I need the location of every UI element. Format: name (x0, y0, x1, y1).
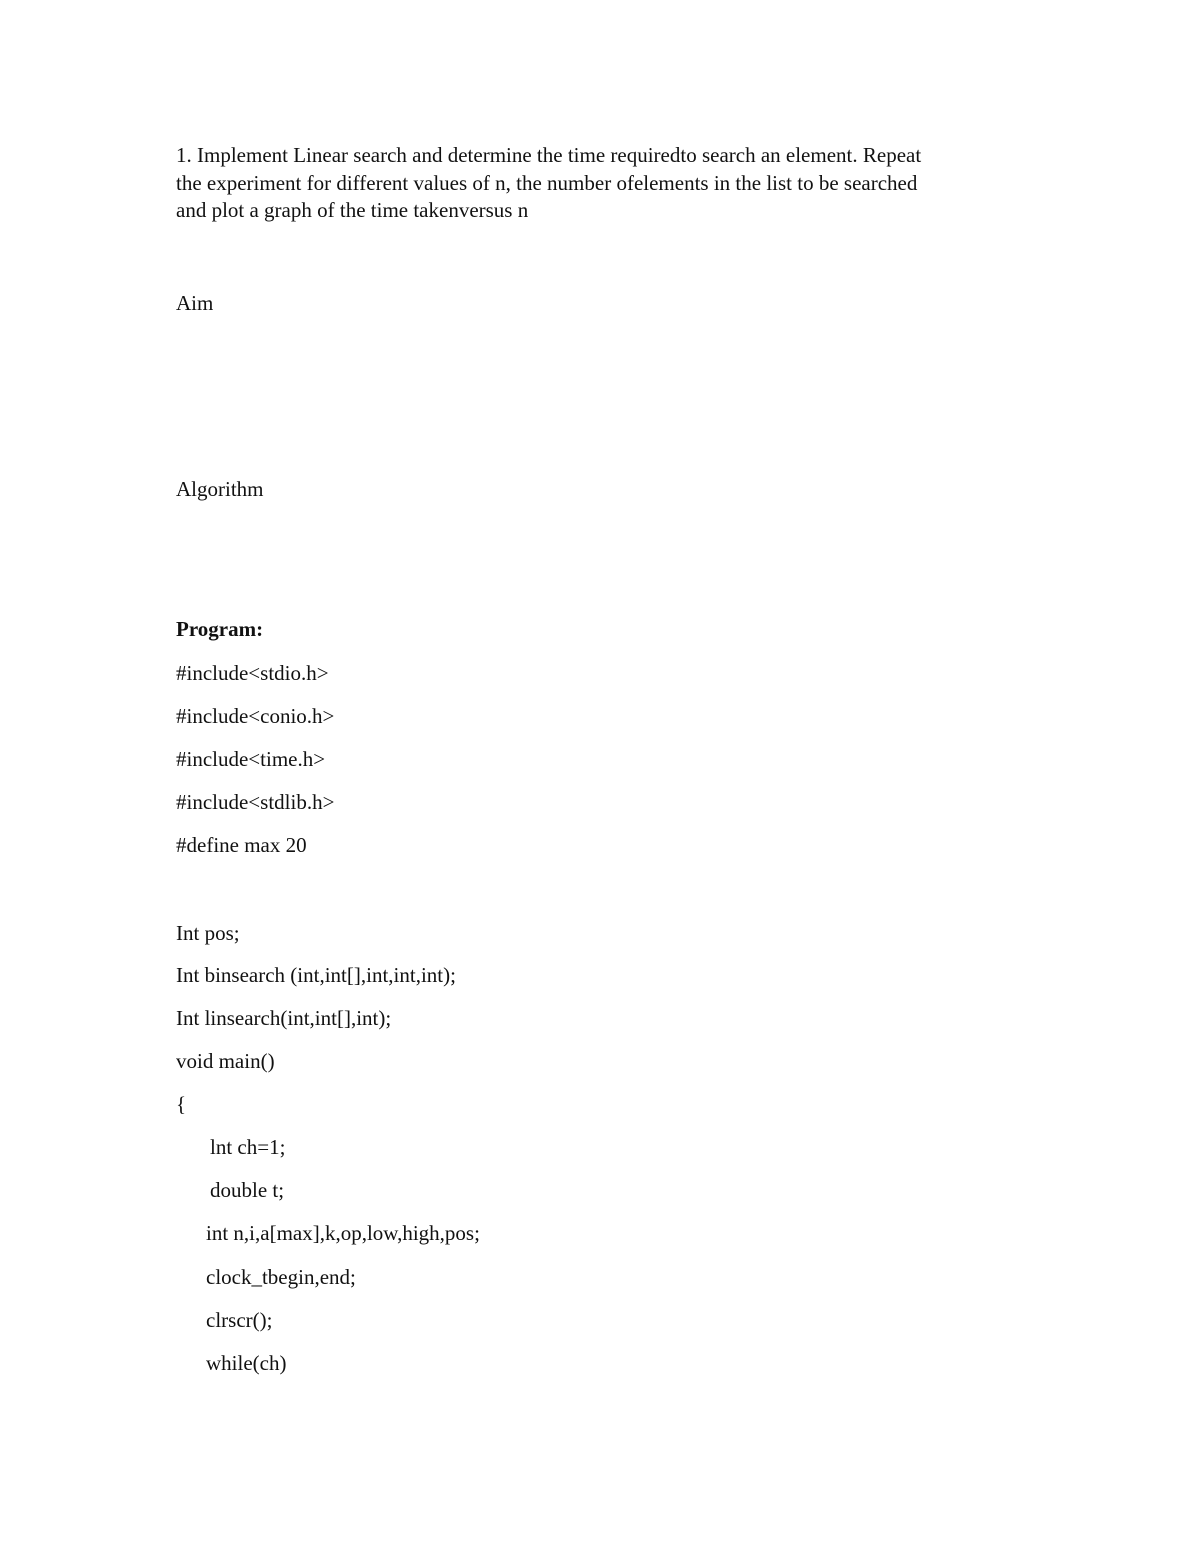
question-line: and plot a graph of the time takenversus n (176, 198, 529, 222)
code-line: double t; (210, 1178, 285, 1202)
aim-heading: Aim (176, 291, 214, 315)
code-line: #define max 20 (176, 833, 307, 857)
code-line: #include<time.h> (176, 747, 326, 771)
question-line: 1. Implement Linear search and determine the time requiredto search an element. Repeat (176, 143, 922, 167)
question-text (176, 142, 1036, 225)
code-line: #include<conio.h> (176, 704, 335, 728)
code-line: clock_tbegin,end; (206, 1265, 356, 1289)
code-line: void main() (176, 1049, 275, 1073)
code-line: Int linsearch(int,int[],int); (176, 1006, 392, 1030)
code-line: clrscr(); (206, 1308, 273, 1332)
code-line: { (176, 1092, 187, 1116)
code-line: lnt ch=1; (210, 1135, 286, 1159)
code-line: while(ch) (206, 1351, 287, 1375)
algorithm-heading: Algorithm (176, 477, 264, 501)
code-line: Int binsearch (int,int[],int,int,int); (176, 963, 456, 987)
code-line: #include<stdio.h> (176, 661, 329, 685)
program-heading: Program: (176, 617, 264, 641)
code-line: #include<stdlib.h> (176, 790, 335, 814)
question-line: the experiment for different values of n, the number ofelements in the list to be searched (176, 170, 918, 195)
code-line: int n,i,a[max],k,op,low,high,pos; (206, 1221, 480, 1245)
code-line: Int pos; (176, 921, 240, 945)
